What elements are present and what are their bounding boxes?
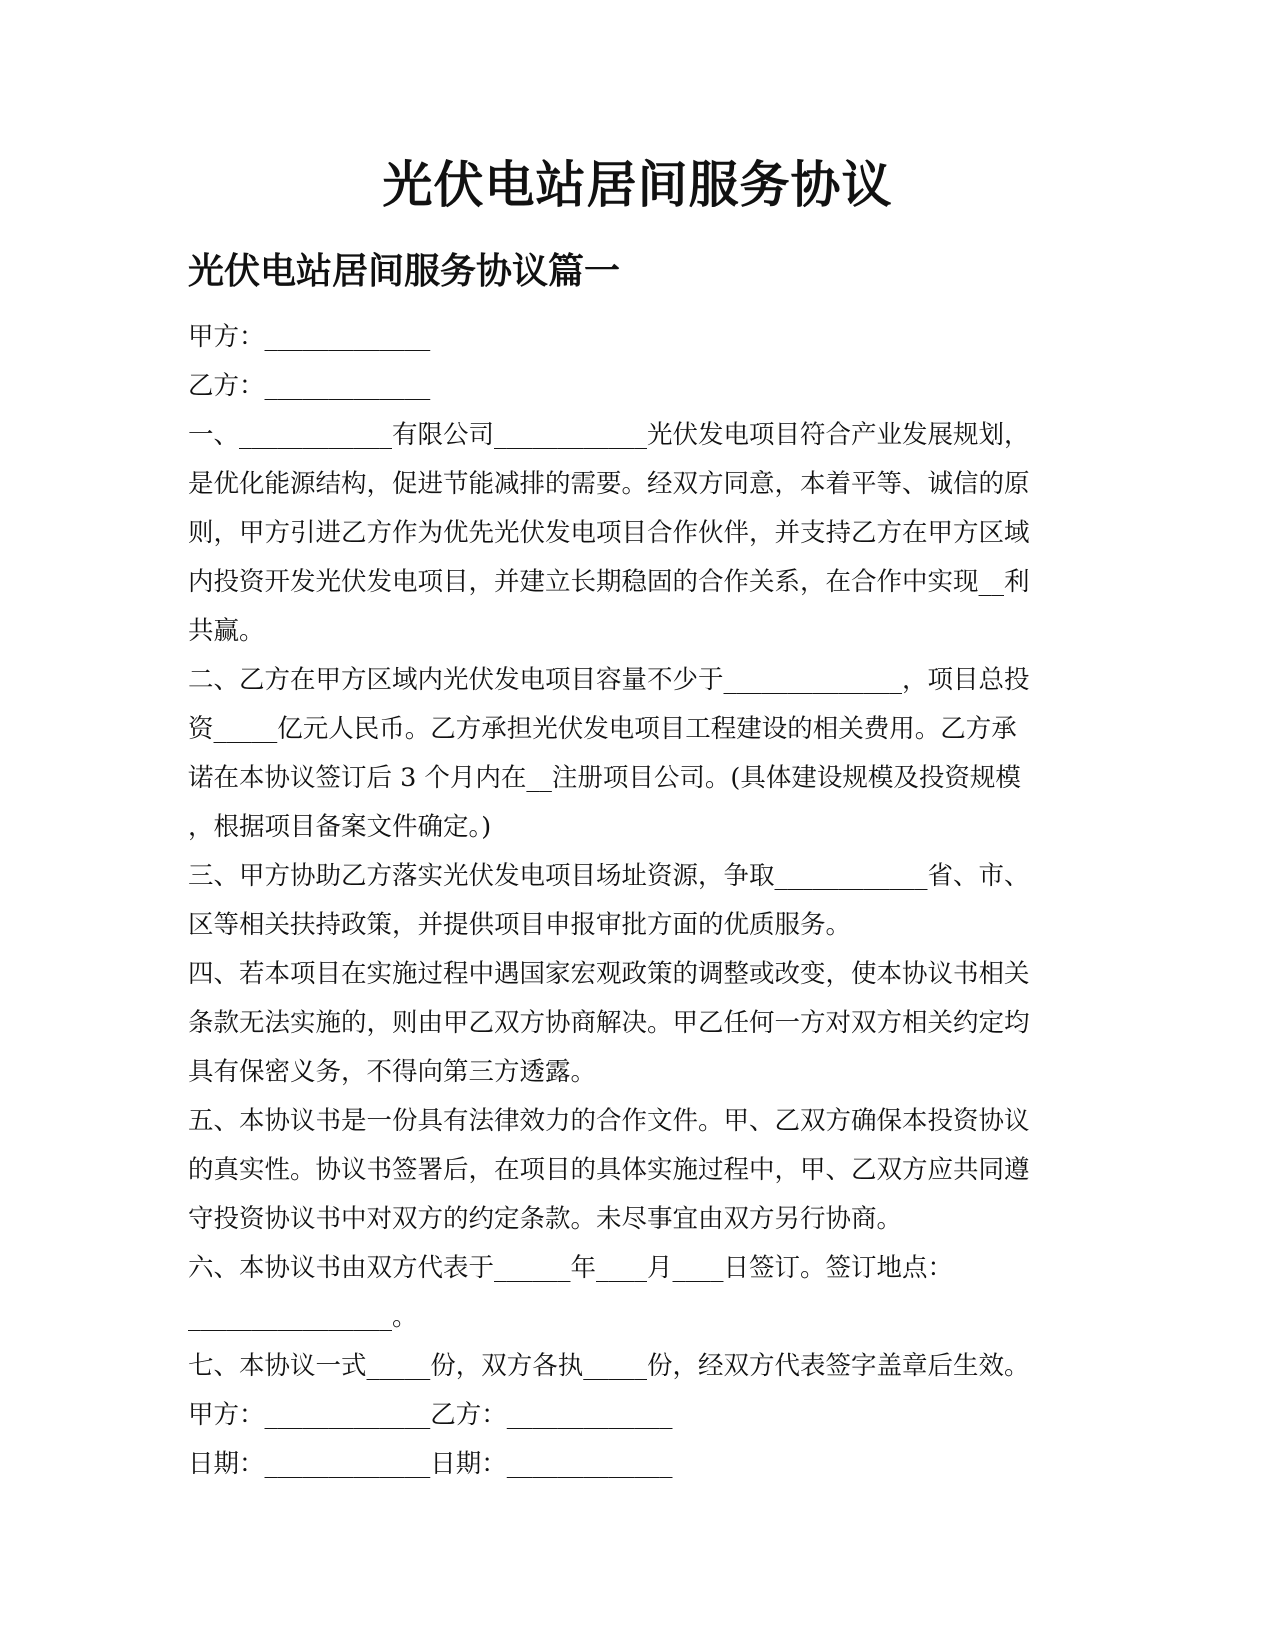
clause-1-line-5: 共赢。: [188, 616, 265, 646]
clause-1-line-1: 一、____________有限公司____________光伏发电项目符合产业发展规划，: [188, 420, 1030, 450]
clause-3-line-2: 区等相关扶持政策，并提供项目申报审批方面的优质服务。: [188, 910, 852, 940]
signature-line: 甲方：_____________乙方：_____________: [188, 1400, 673, 1430]
clause-4-line-1: 四、若本项目在实施过程中遇国家宏观政策的调整或改变，使本协议书相关: [188, 959, 1030, 989]
party-b-line: 乙方：_____________: [188, 371, 431, 401]
clause-6-line-1: 六、本协议书由双方代表于______年____月____日签订。签订地点：: [188, 1253, 954, 1283]
clause-4-line-2: 条款无法实施的，则由甲乙双方协商解决。甲乙任何一方对双方相关约定均: [188, 1008, 1030, 1038]
clause-3-line-1: 三、甲方协助乙方落实光伏发电项目场址资源，争取____________省、市、: [188, 861, 1030, 891]
clause-1-line-4: 内投资开发光伏发电项目，并建立长期稳固的合作关系，在合作中实现__利: [188, 567, 1030, 597]
clause-1-line-2: 是优化能源结构，促进节能减排的需要。经双方同意，本着平等、诚信的原: [188, 469, 1030, 499]
clause-2-line-4: ，根据项目备案文件确定。): [188, 812, 492, 842]
clause-6-line-2: ________________。: [188, 1302, 418, 1332]
section-heading: 光伏电站居间服务协议篇一: [188, 250, 621, 292]
clause-5-line-3: 守投资协议书中对双方的约定条款。未尽事宜由双方另行协商。: [188, 1204, 903, 1234]
document-title: 光伏电站居间服务协议: [382, 155, 893, 214]
clause-2-line-3: 诺在本协议签订后 3 个月内在__注册项目公司。(具体建设规模及投资规模: [188, 763, 1021, 793]
clause-2-line-1: 二、乙方在甲方区域内光伏发电项目容量不少于______________，项目总投: [188, 665, 1030, 695]
clause-2-line-2: 资_____亿元人民币。乙方承担光伏发电项目工程建设的相关费用。乙方承: [188, 714, 1017, 744]
party-a-line: 甲方：_____________: [188, 322, 431, 352]
clause-5-line-1: 五、本协议书是一份具有法律效力的合作文件。甲、乙双方确保本投资协议: [188, 1106, 1030, 1136]
agreement-body: [188, 313, 1088, 1489]
clause-1-line-3: 则，甲方引进乙方作为优先光伏发电项目合作伙伴，并支持乙方在甲方区域: [188, 518, 1030, 548]
date-line: 日期：_____________日期：_____________: [188, 1449, 673, 1479]
clause-5-line-2: 的真实性。协议书签署后，在项目的具体实施过程中，甲、乙双方应共同遵: [188, 1155, 1030, 1185]
clause-7-line-1: 七、本协议一式_____份，双方各执_____份，经双方代表签字盖章后生效。: [188, 1351, 1030, 1381]
clause-4-line-3: 具有保密义务，不得向第三方透露。: [188, 1057, 597, 1087]
